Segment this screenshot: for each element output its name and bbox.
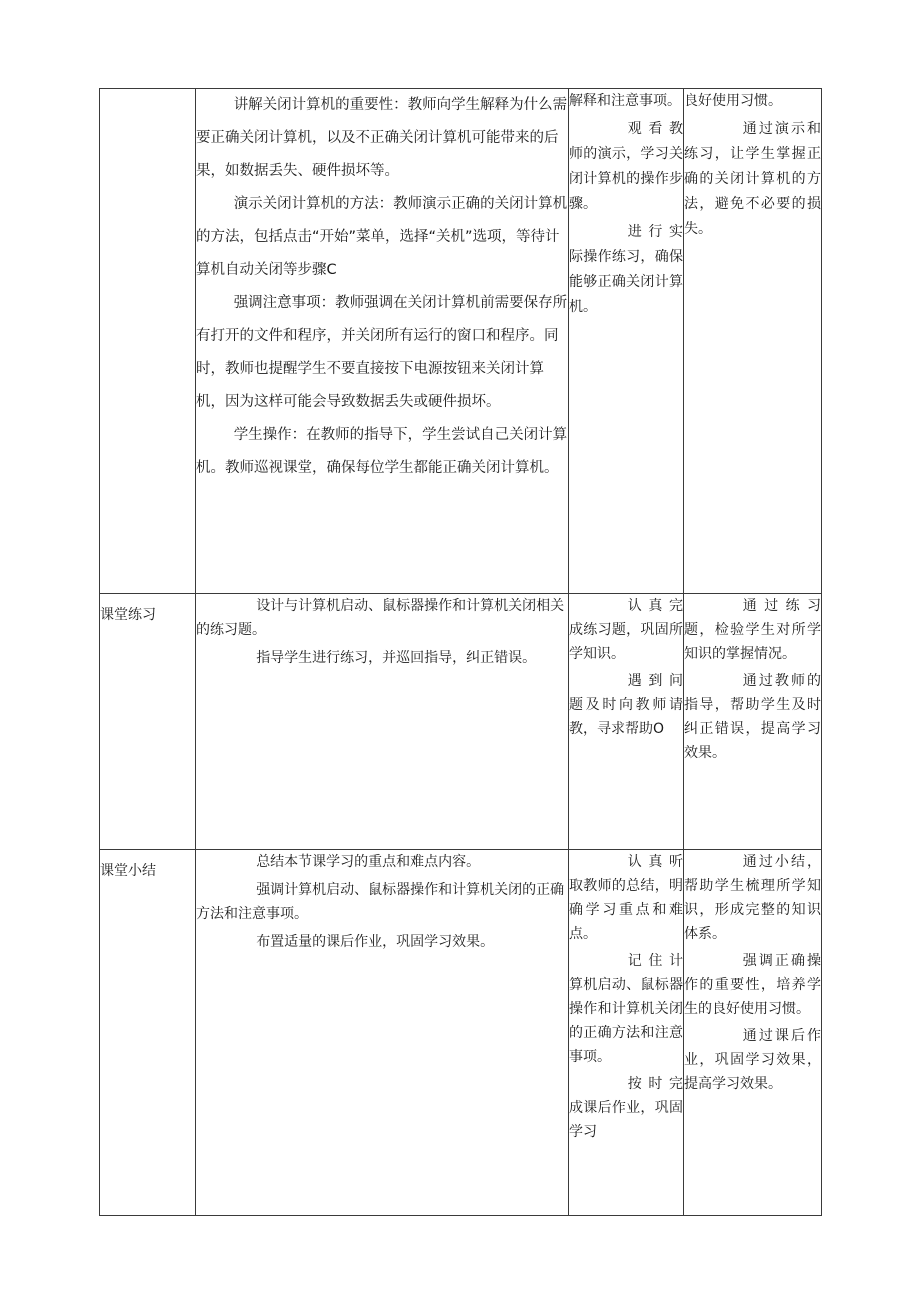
stage-cell <box>100 594 196 850</box>
teacher-paragraph: 强调计算机启动、鼠标器操作和计算机关闭的正确方法和注意事项。 <box>196 882 565 922</box>
teacher-paragraph: 强调注意事项：教师强调在关闭计算机前需要保存所有打开的文件和程序，并关闭所有运行的窗口和程序。同时，教师也提醒学生不要直接按下电源按钮来关闭计算机，因为这样可能会导致数据丢失或硬件损坏。 <box>196 295 568 410</box>
teacher-paragraph: 讲解关闭计算机的重要性：教师向学生解释为什么需要正确关闭计算机，以及不正确关闭计算机可能带来的后果，如数据丢失、硬件损坏等。 <box>196 97 568 179</box>
student-activity-cell <box>569 850 684 1216</box>
lesson-plan-table <box>99 88 822 1216</box>
design-intent-cell <box>684 89 822 594</box>
student-paragraph: 解释和注意事项。 <box>569 93 681 109</box>
teacher-paragraph: 设计与计算机启动、鼠标器操作和计算机关闭相关的练习题。 <box>196 598 565 638</box>
stage-label: 课堂小结 <box>100 863 156 879</box>
table-row <box>100 850 822 1216</box>
student-paragraph: 观看教师的演示，学习关闭计算机的操作步骤。 <box>569 121 683 212</box>
teacher-paragraph: 学生操作：在教师的指导下，学生尝试自己关闭计算机。教师巡视课堂，确保每位学生都能正确关闭计算机。 <box>196 427 568 476</box>
design-intent-cell <box>684 594 822 850</box>
stage-label <box>100 89 195 99</box>
intent-paragraph: 通过练习题，检验学生对所学知识的掌握情况。 <box>684 598 821 662</box>
intent-paragraph: 强调正确操作的重要性，培养学生的良好使用习惯。 <box>684 953 821 1017</box>
intent-paragraph: 良好使用习惯。 <box>684 93 782 109</box>
teacher-paragraph: 演示关闭计算机的方法：教师演示正确的关闭计算机的方法，包括点击“开始”菜单，选择“关机”选项，等待计算机自动关闭等步骤C <box>196 196 568 278</box>
table-row <box>100 594 822 850</box>
student-paragraph: 认真完成练习题，巩固所学知识。 <box>569 598 683 662</box>
student-activity-cell <box>569 594 684 850</box>
table-row <box>100 89 822 594</box>
student-paragraph: 进行实际操作练习，确保能够正确关闭计算机。 <box>569 224 683 315</box>
intent-paragraph: 通过课后作业，巩固学习效果，提高学习效果。 <box>684 1028 821 1092</box>
stage-label: 课堂练习 <box>100 607 156 623</box>
teacher-activity-cell <box>196 594 569 850</box>
intent-paragraph: 通过教师的指导，帮助学生及时纠正错误，提高学习效果。 <box>684 673 821 761</box>
design-intent-cell <box>684 850 822 1216</box>
student-activity-cell <box>569 89 684 594</box>
student-paragraph: 记住计算机启动、鼠标器操作和计算机关闭的正确方法和注意事项。 <box>569 953 683 1065</box>
intent-paragraph: 通过演示和练习，让学生掌握正确的关闭计算机的方法，避免不必要的损失。 <box>684 121 821 237</box>
teacher-activity-cell <box>196 850 569 1216</box>
student-paragraph: 按时完成课后作业，巩固学习 <box>569 1076 683 1140</box>
teacher-paragraph: 指导学生进行练习，并巡回指导，纠正错误。 <box>256 650 537 666</box>
student-paragraph: 遇到问题及时向教师请教，寻求帮助O <box>569 673 683 737</box>
stage-cell <box>100 850 196 1216</box>
teacher-paragraph: 总结本节课学习的重点和难点内容。 <box>256 854 481 870</box>
teacher-activity-cell <box>196 89 569 594</box>
teacher-paragraph: 布置适量的课后作业，巩固学习效果。 <box>256 934 495 950</box>
stage-cell <box>100 89 196 594</box>
intent-paragraph: 通过小结，帮助学生梳理所学知识，形成完整的知识体系。 <box>684 854 821 942</box>
student-paragraph: 认真听取教师的总结，明确学习重点和难点。 <box>569 854 683 942</box>
